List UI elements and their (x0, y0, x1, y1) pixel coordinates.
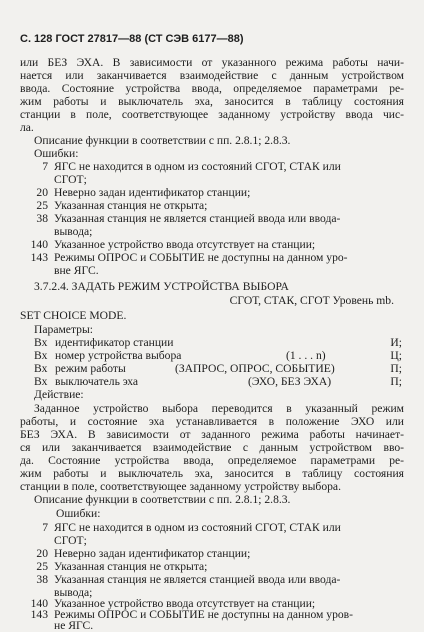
error-text: Указанная станция не открыта; (54, 560, 208, 573)
error-text: вывода; (54, 586, 93, 599)
param-values: (ЭХО, БЕЗ ЭХА) (248, 375, 332, 388)
error-text: Указанное устройство ввода отсутствует на станции; (54, 597, 316, 610)
paragraph-line: станции в поле, соответствующее заданному устройству ввода чис- (20, 108, 404, 121)
paragraph-line: ввода. Состояние устройства ввода, определяемое параметрами ре- (20, 82, 404, 95)
error-code: 38 (36, 212, 48, 225)
function-name-en: SET CHOICE MODE. (20, 309, 127, 322)
error-text: Указанное устройство ввода отсутствует на станции; (54, 238, 316, 251)
param-type: П; (390, 375, 402, 388)
param-type: И; (390, 336, 402, 349)
param-type: П; (390, 362, 402, 375)
errors-label: Ошибки: (34, 147, 79, 160)
param-dir: Вх (34, 375, 48, 388)
paragraph-line: жим работы и выключатель эха, заносится в таблицу состояния (20, 95, 404, 108)
error-text: Режимы ОПРОС и СОБЫТИЕ не доступны на данном уро- (54, 251, 348, 264)
error-code: 7 (42, 521, 48, 534)
param-name: идентификатор станции (55, 336, 174, 349)
error-text: Неверно задан идентификатор станции; (54, 547, 251, 560)
paragraph-line: ла. (20, 121, 34, 134)
errors-label: Ошибки: (56, 507, 101, 520)
paragraph-line: ся или заканчивается взаимодействие с данным устройством вво- (20, 441, 404, 454)
error-text: ЯГС не находится в одном из состояний СГОТ, СТАК или (54, 160, 341, 173)
paragraph-line: Заданное устройство выбора переводится в указанный режим (34, 402, 404, 415)
param-dir: Вх (34, 349, 48, 362)
error-code: 20 (36, 186, 48, 199)
error-code: 143 (30, 608, 48, 621)
error-code: 25 (36, 560, 48, 573)
param-dir: Вх (34, 336, 48, 349)
param-dir: Вх (34, 362, 48, 375)
paragraph-line: да. Состояние устройства ввода, определяемое параметрами ре- (20, 454, 404, 467)
error-code: 7 (42, 160, 48, 173)
param-name: номер устройства выбора (55, 349, 182, 362)
error-text: Указанная станция не является станцией ввода или ввода- (54, 573, 341, 586)
error-code: 140 (30, 597, 48, 610)
error-text: Указанная станция не открыта; (54, 199, 208, 212)
error-text: Указанная станция не является станцией ввода или ввода- (54, 212, 341, 225)
section-subtitle: СГОТ, СТАК, СГОТ Уровень mb. (229, 294, 394, 307)
param-name: режим работы (55, 362, 126, 375)
param-name: выключатель эха (55, 375, 139, 388)
function-description: Описание функции в соответствии с пп. 2.8.1; 2.8.3. (34, 134, 291, 147)
action-label: Действие: (34, 388, 84, 401)
error-text: Режимы ОПРОС и СОБЫТИЕ не доступны на данном уров- (54, 608, 353, 621)
error-text: ЯГС не находится в одном из состояний СГОТ, СТАК или (54, 521, 341, 534)
error-code: 140 (30, 238, 48, 251)
paragraph-line: БЕЗ ЭХА. В зависимости от заданного режима работы начинает- (20, 428, 404, 441)
error-code: 143 (30, 251, 48, 264)
param-values: (ЗАПРОС, ОПРОС, СОБЫТИЕ) (175, 362, 335, 375)
section-title: 3.7.2.4. ЗАДАТЬ РЕЖИМ УСТРОЙСТВА ВЫБОРА (34, 280, 289, 293)
error-text: не ЯГС. (54, 619, 94, 632)
error-code: 25 (36, 199, 48, 212)
parameters-label: Параметры: (34, 323, 93, 336)
error-code: 20 (36, 547, 48, 560)
paragraph-line: нается или заканчивается взаимодействие с данным устройством (20, 69, 404, 82)
param-type: Ц; (390, 349, 402, 362)
paragraph-line: или БЕЗ ЭХА. В зависимости от указанного режима работы начи- (20, 56, 404, 69)
param-range: (1 . . . n) (286, 349, 326, 362)
paragraph-line: станции в поле, соответствующее заданному устройству выбора. (20, 480, 341, 493)
error-text: вне ЯГС. (54, 264, 99, 277)
function-description: Описание функции в соответствии с пп. 2.8.1; 2.8.3. (34, 493, 291, 506)
error-code: 38 (36, 573, 48, 586)
paragraph-line: жим работы и выключатель эха, заносится в таблицу состояния (20, 467, 404, 480)
paragraph-line: работы, и состояние эха устанавливается в положение ЭХО или (20, 415, 404, 428)
error-text: вывода; (54, 225, 93, 238)
page-header: С. 128 ГОСТ 27817—88 (СТ СЭВ 6177—88) (20, 33, 244, 45)
error-text: СГОТ; (54, 534, 87, 547)
error-text: Неверно задан идентификатор станции; (54, 186, 251, 199)
error-text: СГОТ; (54, 173, 87, 186)
